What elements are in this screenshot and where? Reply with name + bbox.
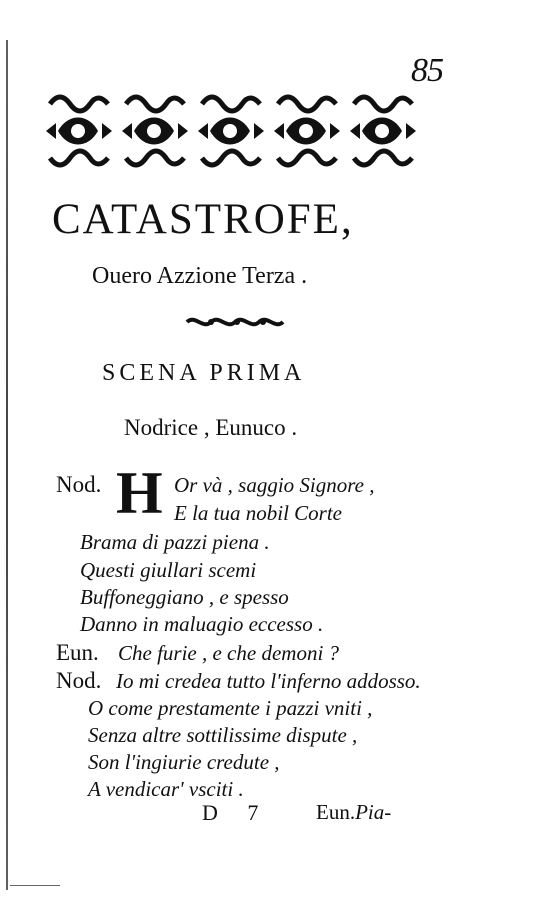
verse-text: Questi giullari scemi: [80, 558, 257, 582]
catchword-speaker: Eun.: [316, 800, 356, 824]
act-subtitle: Ouero Azzione Terza .: [92, 263, 308, 289]
verse-text: Che furie , e che demoni ?: [118, 641, 340, 665]
verse-text: Brama di pazzi piena .: [80, 530, 270, 554]
verse-line-1: [56, 472, 374, 498]
page-number: 85: [411, 52, 443, 89]
verse-line-6: [80, 612, 323, 637]
binding-gutter-line: [6, 40, 8, 890]
verse-line-2: [174, 501, 342, 526]
verse-text: Senza altre sottilissime dispute ,: [88, 723, 358, 747]
drop-capital: H: [116, 460, 163, 526]
fleuron-ornament-band: [42, 86, 420, 176]
verse-text: Io mi credea tutto l'inferno addosso.: [116, 669, 421, 693]
signature-mark: D 7: [202, 800, 271, 825]
fleuron-ornament-4: [274, 97, 340, 165]
verse-text: O come prestamente i pazzi vniti ,: [88, 696, 373, 720]
speaker-label: Eun.: [56, 640, 99, 665]
speaker-label: Nod.: [56, 472, 102, 497]
fleuron-ornament-5: [350, 97, 416, 165]
act-title: CATASTROFE,: [52, 196, 354, 243]
verse-line-5: [80, 585, 289, 610]
verse-line-10: [88, 723, 357, 748]
verse-line-4: [80, 558, 256, 583]
scene-heading: SCENA PRIMA: [102, 360, 306, 386]
small-divider-ornament: [185, 314, 289, 330]
verse-line-7: [56, 640, 339, 666]
catchword: [316, 800, 391, 825]
verse-text: Son l'ingiurie credute ,: [88, 750, 280, 774]
verse-line-9: [88, 696, 372, 721]
verse-text: A vendicar' vsciti .: [88, 777, 244, 801]
speaker-label: Nod.: [56, 668, 102, 693]
character-list: Nodrice , Eunuco .: [124, 415, 298, 440]
verse-line-3: [80, 530, 270, 555]
verse-text: Buffoneggiano , e spesso: [80, 585, 289, 609]
catchword-text: Pia-: [355, 800, 392, 824]
verse-text: E la tua nobil Corte: [174, 501, 342, 525]
verse-line-11: [88, 750, 280, 775]
fleuron-ornament-1: [46, 97, 112, 165]
fleuron-ornament-2: [122, 97, 188, 165]
verse-text: Danno in maluagio eccesso .: [80, 612, 324, 636]
fleuron-ornament-3: [198, 97, 264, 165]
verse-line-8: [56, 668, 421, 694]
verse-line-12: [88, 777, 244, 802]
binding-gutter-mark: [10, 885, 60, 886]
verse-text: Or và , saggio Signore ,: [174, 473, 375, 497]
